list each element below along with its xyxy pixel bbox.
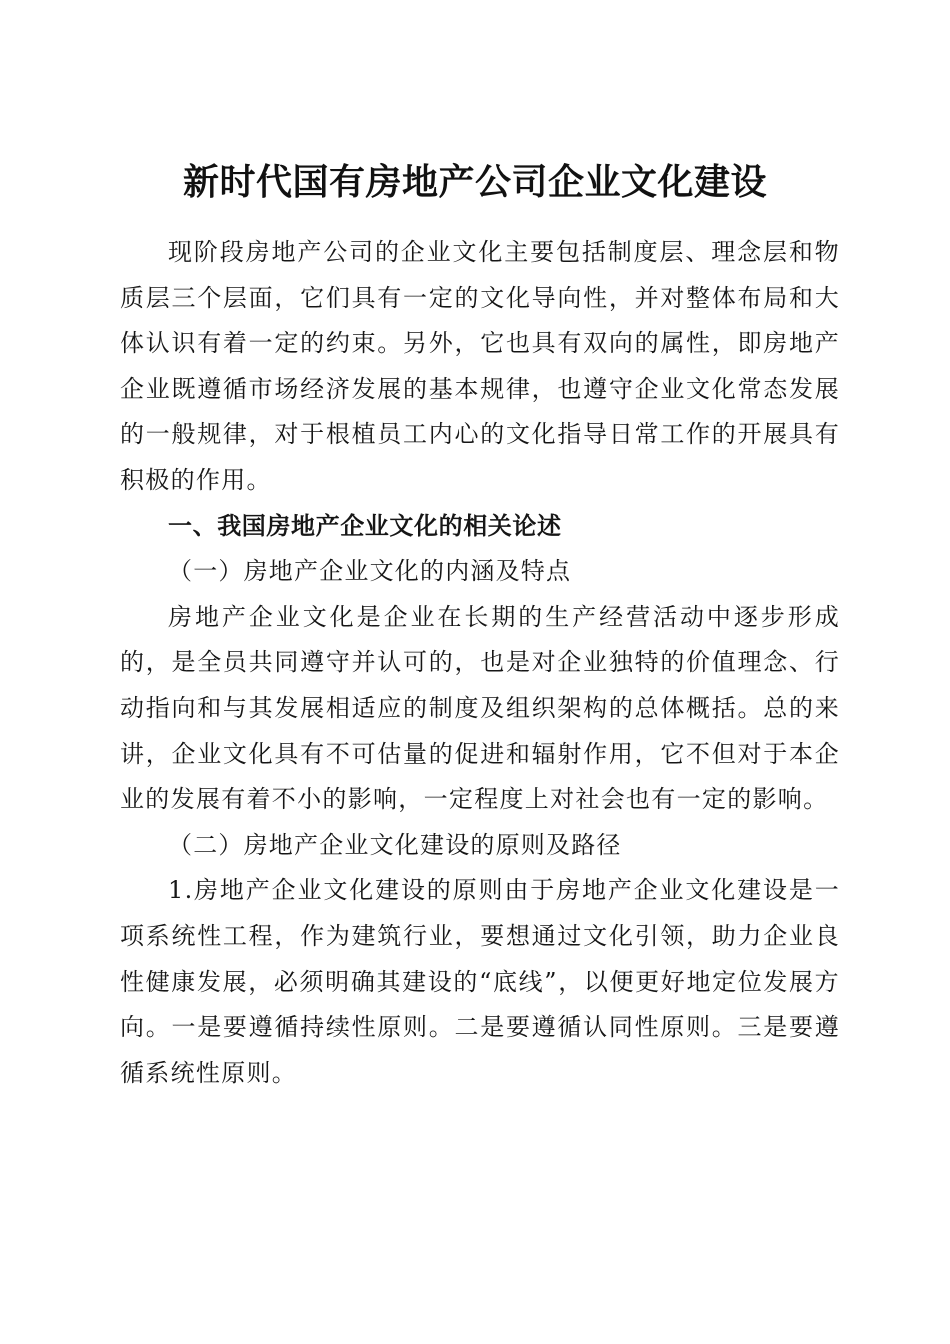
subsection-2-paragraph: 1.房地产企业文化建设的原则由于房地产企业文化建设是一项系统性工程，作为建筑行业，要想通过文化引领，助力企业良性健康发展，必须明确其建设的“底线”，以便更好地定位发展方向。一是要遵循持续性原则。二是要遵循认同性原则。三是要遵循系统性原则。	[120, 876, 840, 1087]
subsection-2-heading: （二）房地产企业文化建设的原则及路径	[168, 830, 622, 859]
document-body	[120, 230, 840, 1096]
intro-paragraph: 现阶段房地产公司的企业文化主要包括制度层、理念层和物质层三个层面，它们具有一定的文化导向性，并对整体布局和大体认识有着一定的约束。另外，它也具有双向的属性，即房地产企业既遵循市场经济发展的基本规律，也遵守企业文化常态发展的一般规律，对于根植员工内心的文化指导日常工作的开展具有积极的作用。	[120, 238, 840, 494]
subsection-1-paragraph: 房地产企业文化是企业在长期的生产经营活动中逐步形成的，是全员共同遵守并认可的，也是对企业独特的价值理念、行动指向和与其发展相适应的制度及组织架构的总体概括。总的来讲，企业文化具有不可估量的促进和辐射作用，它不但对于本企业的发展有着不小的影响，一定程度上对社会也有一定的影响。	[120, 602, 840, 814]
document-title: 新时代国有房地产公司企业文化建设	[182, 161, 767, 204]
section-1-heading: 一、我国房地产企业文化的相关论述	[168, 511, 562, 540]
subsection-1-heading: （一）房地产企业文化的内涵及特点	[168, 557, 572, 586]
